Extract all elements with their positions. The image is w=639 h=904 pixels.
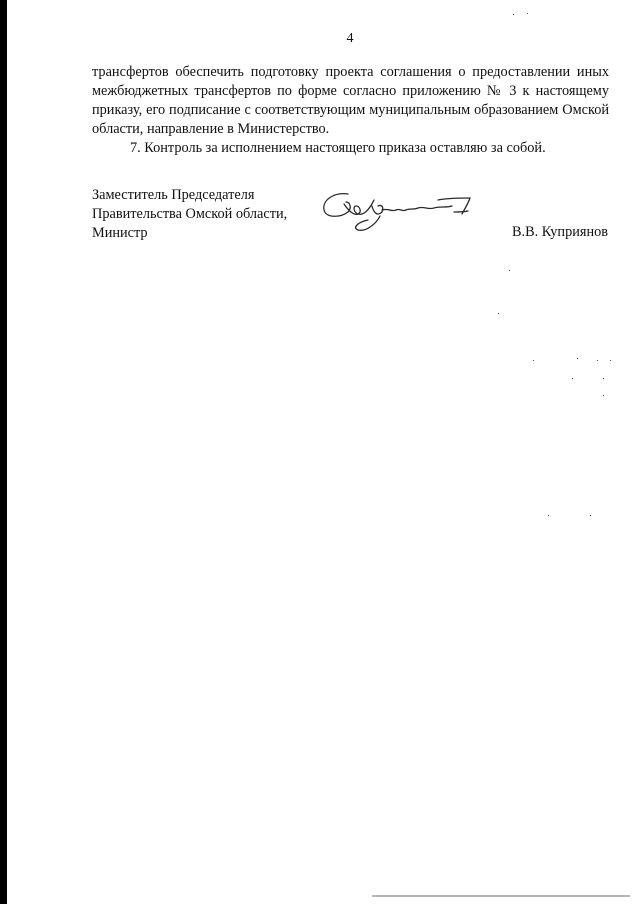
scan-speck	[509, 270, 510, 271]
page-number: 4	[346, 31, 354, 46]
scan-speck	[603, 395, 604, 396]
signer-name: В.В. Куприянов	[512, 224, 608, 240]
scan-speck	[498, 313, 499, 314]
handwritten-signature	[318, 186, 478, 238]
signer-position-line: Министр	[92, 225, 148, 241]
signer-position	[92, 186, 287, 243]
scan-speck	[533, 360, 534, 361]
scan-speck	[577, 358, 578, 359]
signer-position-line: Правительства Омской области,	[92, 206, 288, 222]
signer-position-line: Заместитель Председателя	[92, 187, 255, 203]
scan-speck	[572, 378, 573, 379]
paragraph-7: 7. Контроль за исполнением настоящего приказа оставляю за собой.	[130, 140, 546, 156]
scan-speck	[610, 360, 611, 361]
scan-speck	[603, 378, 604, 379]
scan-speck	[590, 515, 591, 516]
scan-speck	[597, 360, 598, 361]
scan-bottom-artifact	[372, 895, 630, 897]
paragraph-continuation: трансфертов обеспечить подготовку проекта соглашения о предоставлении иных межбюджетных трансфертов по форме согласно приложению № 3 к настоящему приказу, его подписание с соответствующим муниципальным образованием Омской области, направление в Министерство.	[92, 64, 609, 137]
scan-edge-border	[0, 0, 7, 904]
scan-speck	[527, 13, 528, 14]
scan-speck	[548, 515, 549, 516]
document-body	[92, 63, 609, 158]
scan-speck	[513, 14, 514, 15]
